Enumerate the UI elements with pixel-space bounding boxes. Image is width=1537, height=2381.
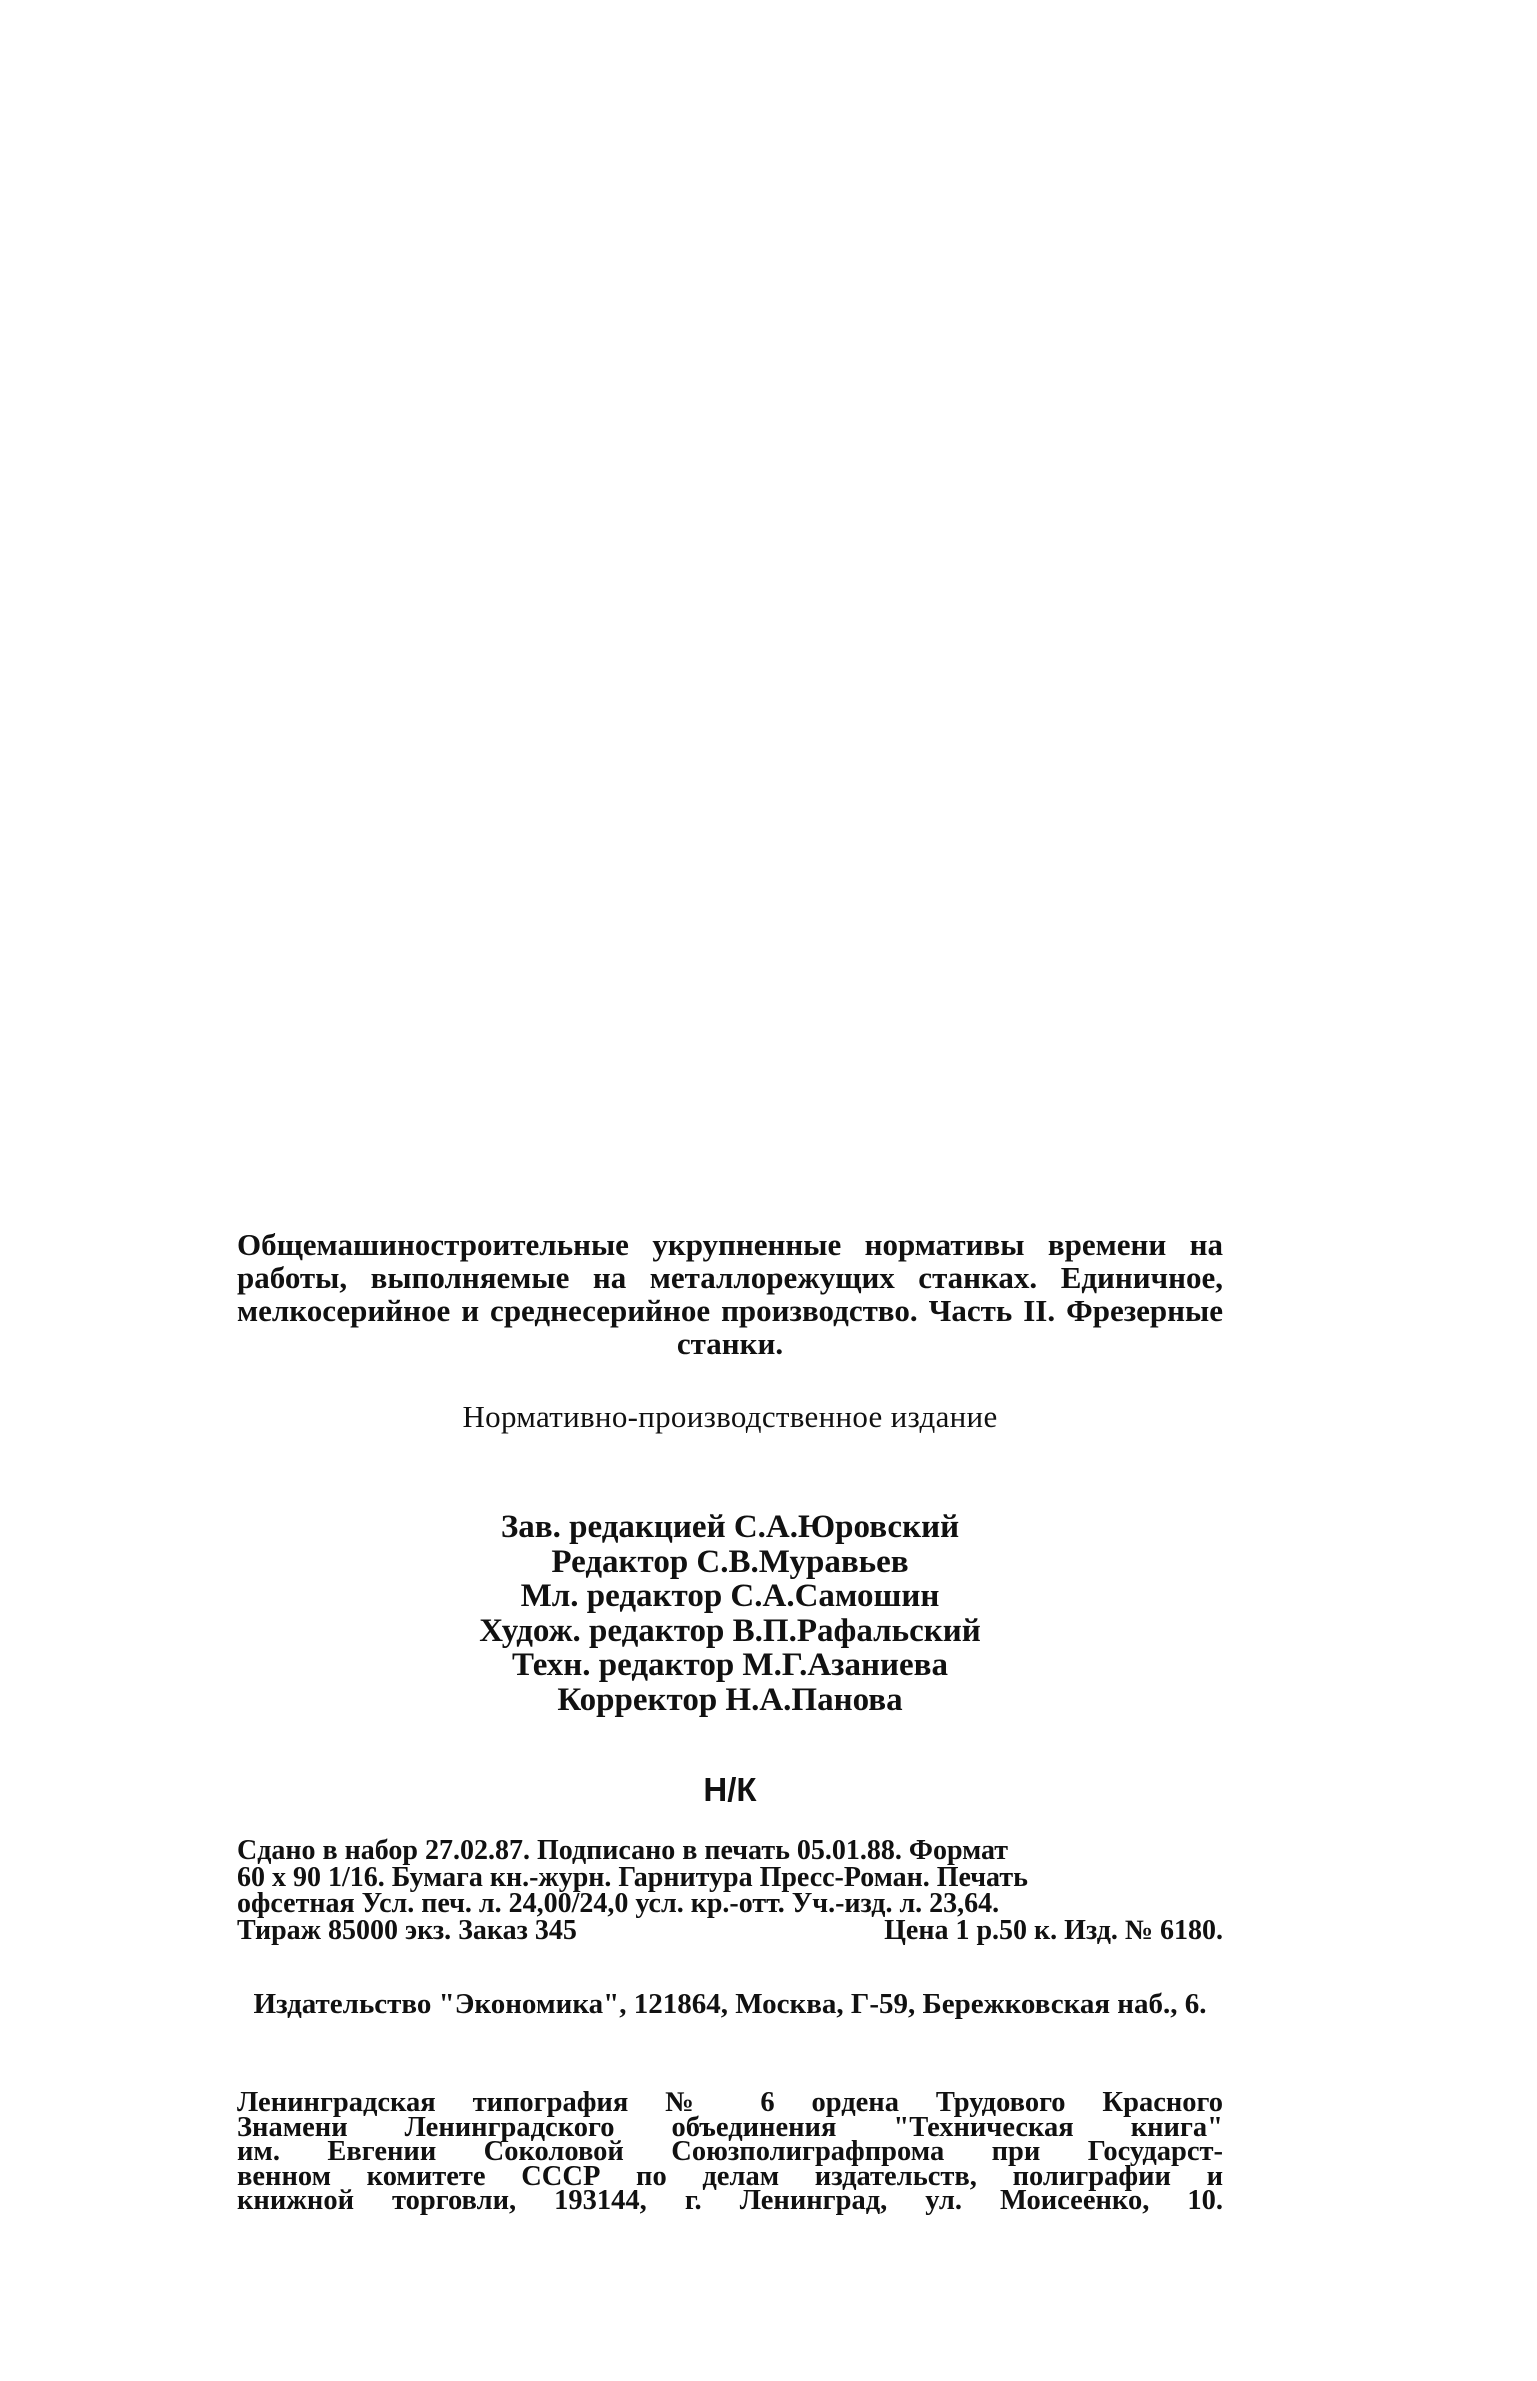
print-info-line: [237, 1888, 1223, 1919]
print-info-line: [237, 1835, 1223, 1866]
print-info-line: [237, 1914, 1223, 1946]
printing-house-line: венном комитете СССР по делам издательств, полиграфии и: [237, 2160, 1223, 2192]
publisher-address: Издательство "Экономика", 121864, Москва, Г-59, Бережковская наб., 6.: [253, 1988, 1207, 2020]
print-run-order: Тираж 85000 экз. Заказ 345: [237, 1914, 577, 1946]
credits-list: [237, 1510, 1223, 1717]
credit-line: Техн. редактор М.Г.Азаниева: [512, 1647, 948, 1683]
printing-house-line: Знамени Ленинградского объединения "Техническая книга": [237, 2111, 1223, 2143]
price-edition-number: Цена 1 р.50 к. Изд. № 6180.: [884, 1914, 1223, 1946]
printing-house-line: им. Евгении Соколовой Союзполиграфпрома при Государст-: [237, 2136, 1223, 2167]
print-info-text: офсетная Усл. печ. л. 24,00/24,0 усл. кр.-отт. Уч.-изд. л. 23,64.: [237, 1888, 1000, 1919]
credit-line: Мл. редактор С.А.Самошин: [520, 1578, 940, 1614]
catalog-mark: Н/К: [703, 1771, 757, 1808]
credit-line: Худож. редактор В.П.Рафальский: [479, 1612, 981, 1649]
edition-type: Нормативно-производственное издание: [462, 1399, 998, 1434]
printing-house: [237, 2087, 1223, 2216]
credit-line: Корректор Н.А.Панова: [557, 1681, 903, 1718]
print-info-text: 60 х 90 1/16. Бумага кн.-журн. Гарнитура Пресс-Роман. Печать: [237, 1861, 1028, 1893]
print-info: [237, 1835, 1223, 1946]
printing-house-line: книжной торговли, 193144, г. Ленинград, ул. Моисеенко, 10.: [237, 2185, 1223, 2216]
print-info-text: Сдано в набор 27.02.87. Подписано в печать 05.01.88. Формат: [237, 1835, 1008, 1866]
credit-line: Зав. редакцией С.А.Юровский: [500, 1509, 960, 1545]
book-title: Общемашиностроительные укрупненные нормативы времени на работы, выполняемые на металлорежущих станках. Единичное, мелкосерийное и среднесерийное производство. Часть II. Фрезерные станки.: [237, 1227, 1223, 1361]
printing-house-line: Ленинградская типография № 6 ордена Трудового Красного: [237, 2087, 1223, 2118]
credit-line: Редактор С.В.Муравьев: [551, 1543, 909, 1580]
